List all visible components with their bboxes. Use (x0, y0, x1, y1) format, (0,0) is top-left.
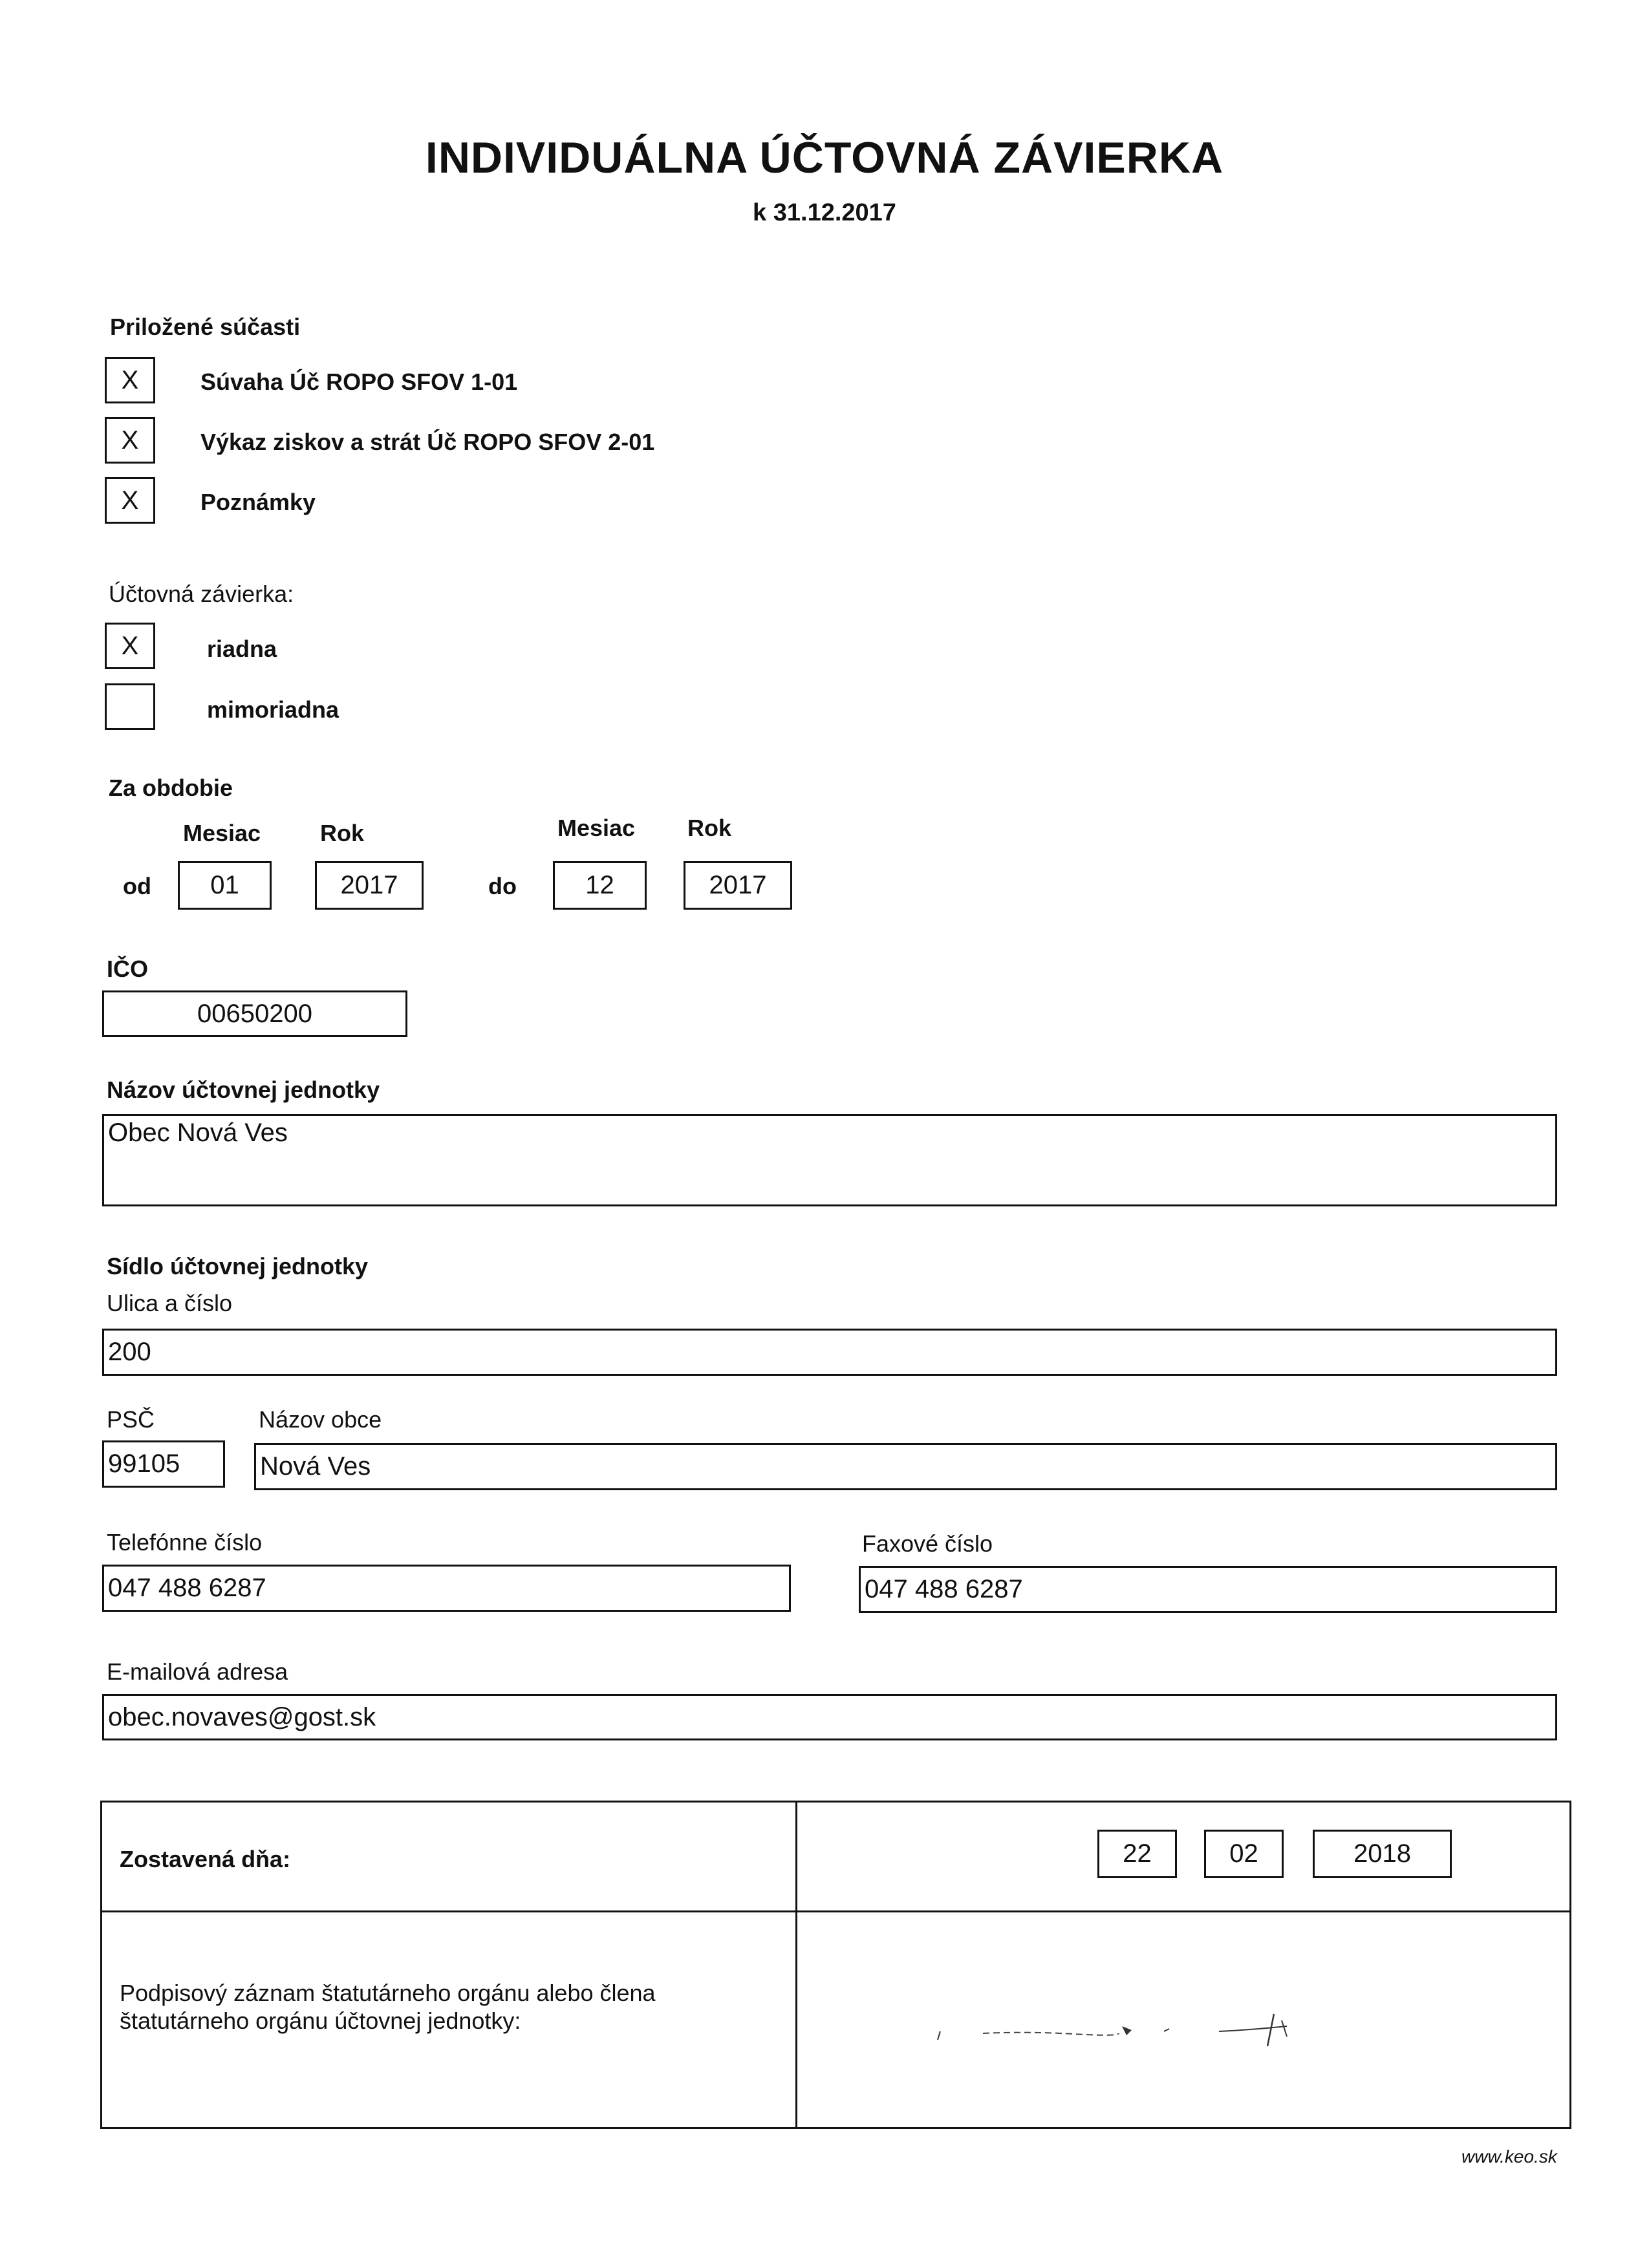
email-label: E-mailová adresa (107, 1658, 288, 1685)
checkbox-regular[interactable]: X (105, 623, 155, 669)
compiled-day-field[interactable]: 22 (1097, 1830, 1177, 1878)
label-extraordinary: mimoriadna (207, 696, 339, 723)
label-balance-sheet: Súvaha Úč ROPO SFOV 1-01 (200, 369, 518, 395)
from-year-label: Rok (320, 820, 365, 846)
checkbox-extraordinary[interactable] (105, 683, 155, 730)
to-label: do (488, 873, 517, 899)
closing-type-heading: Účtovná závierka: (109, 581, 294, 607)
phone-field[interactable]: 047 488 6287 (102, 1565, 791, 1612)
period-heading: Za obdobie (109, 775, 233, 801)
to-year-field[interactable]: 2017 (684, 861, 792, 910)
signature-scribble (925, 1972, 1326, 2056)
town-field[interactable]: Nová Ves (254, 1443, 1557, 1490)
label-profit-loss: Výkaz ziskov a strát Úč ROPO SFOV 2-01 (200, 429, 655, 455)
signature-label-line1: Podpisový záznam štatutárneho orgánu alebo člena (120, 1980, 656, 2006)
footer-url: www.keo.sk (1461, 2146, 1557, 2166)
from-year-field[interactable]: 2017 (315, 861, 424, 910)
entity-name-field[interactable]: Obec Nová Ves (102, 1114, 1557, 1206)
table-vertical-divider (795, 1801, 797, 2129)
compiled-year-field[interactable]: 2018 (1313, 1830, 1452, 1878)
street-label: Ulica a číslo (107, 1290, 233, 1316)
attachments-heading: Priložené súčasti (110, 314, 301, 340)
from-label: od (123, 873, 151, 899)
label-notes: Poznámky (200, 489, 316, 515)
ico-field[interactable]: 00650200 (102, 990, 407, 1037)
seat-heading: Sídlo účtovnej jednotky (107, 1253, 369, 1279)
ico-label: IČO (107, 956, 149, 982)
compiled-label: Zostavená dňa: (120, 1846, 291, 1872)
psc-field[interactable]: 99105 (102, 1440, 225, 1488)
document-date: k 31.12.2017 (753, 199, 896, 226)
from-month-label: Mesiac (183, 820, 261, 846)
checkbox-profit-loss[interactable]: X (105, 417, 155, 464)
street-field[interactable]: 200 (102, 1329, 1557, 1376)
compiled-month-field[interactable]: 02 (1204, 1830, 1284, 1878)
psc-label: PSČ (107, 1406, 155, 1433)
phone-label: Telefónne číslo (107, 1529, 263, 1556)
from-month-field[interactable]: 01 (178, 861, 272, 910)
email-field[interactable]: obec.novaves@gost.sk (102, 1694, 1557, 1740)
fax-label: Faxové číslo (862, 1530, 993, 1557)
checkbox-notes[interactable]: X (105, 477, 155, 524)
to-month-field[interactable]: 12 (553, 861, 647, 910)
table-horizontal-divider (100, 1910, 1571, 1912)
signature-label-line2: štatutárneho orgánu účtovnej jednotky: (120, 2007, 521, 2034)
to-month-label: Mesiac (557, 815, 636, 841)
to-year-label: Rok (687, 815, 732, 841)
town-label: Názov obce (259, 1406, 382, 1433)
label-regular: riadna (207, 636, 277, 662)
fax-field[interactable]: 047 488 6287 (859, 1566, 1557, 1613)
entity-name-label: Názov účtovnej jednotky (107, 1076, 380, 1103)
checkbox-balance-sheet[interactable]: X (105, 357, 155, 403)
document-title: INDIVIDUÁLNA ÚČTOVNÁ ZÁVIERKA (425, 133, 1224, 182)
